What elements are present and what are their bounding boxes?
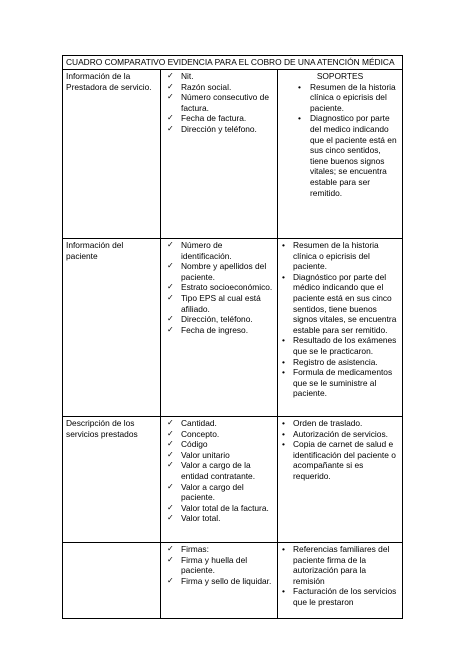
bullet-icon: • [282,428,285,439]
soportes-header: SOPORTES [316,71,364,81]
list-item [281,240,399,272]
list-item [164,460,274,481]
list-item [281,418,399,429]
list-item-text: Concepto. [181,428,220,439]
list-item [281,335,399,356]
list-item [281,272,399,336]
requirements-cell [161,239,278,417]
comparison-table [62,55,403,619]
list-item [281,367,399,399]
bullet-list [281,240,399,399]
list-item [164,513,274,524]
list-item-text: Número consecutivo de factura. [181,92,269,113]
list-item [164,71,274,82]
list-item [164,576,274,587]
list-item-text: Estrato socioeconómico. [181,282,273,293]
list-item-text: Dirección, teléfono. [181,314,253,325]
list-item-text: Número de identificación. [181,240,232,261]
bullet-icon: • [282,271,285,282]
bullet-list [281,418,399,482]
requirements-cell [161,543,278,619]
check-mark-icon: ✓ [167,502,174,512]
bullet-icon: • [282,544,285,554]
table-row [63,417,403,543]
list-item-text: Dirección y teléfono. [181,123,257,134]
list-item [164,482,274,503]
list-item-text: Facturación de los servicios que le prestaron [293,586,397,607]
check-mark-icon: ✓ [167,481,174,491]
requirements-cell [161,417,278,543]
list-item-text: Valor unitario [181,449,230,460]
list-item-text: Referencias familiares del paciente firma de la autorización para la remisión [293,544,390,586]
list-item [164,124,274,135]
list-item-text: Diagnóstico por parte del médico indicando que el paciente está en sus cinco sentidos, tiene buenos signos vitales, se encuentra estable para ser remitido. [293,271,397,335]
row-label: Información de la Prestadora de servicio. [63,70,161,239]
check-mark-icon: ✓ [167,449,174,459]
table-row [63,239,403,417]
check-mark-icon: ✓ [167,554,174,564]
check-mark-icon: ✓ [167,314,174,324]
check-mark-icon: ✓ [167,282,174,292]
list-item [281,429,399,440]
supports-cell [278,417,403,543]
check-mark-icon: ✓ [167,292,174,302]
row-label: Descripción de los servicios prestados [63,417,161,543]
list-item-text: Copia de carnet de salud e identificación del paciente o acompañante si es requerido. [293,439,396,481]
list-item [281,113,399,198]
check-list [164,71,274,135]
supports-cell [278,70,403,239]
list-item [164,293,274,314]
check-mark-icon: ✓ [167,513,174,523]
table-row [63,70,403,239]
list-item [164,282,274,293]
list-item [164,555,274,576]
table-row [63,543,403,619]
list-item-text: Fecha de factura. [181,113,247,124]
bullet-list [281,544,399,608]
list-item [164,325,274,336]
list-item-text: Valor a cargo del paciente. [181,481,244,503]
check-mark-icon: ✓ [167,575,174,585]
table-title: CUADRO COMPARATIVO EVIDENCIA PARA EL COBRO DE UNA ATENCIÓN MÉDICA [63,56,403,70]
bullet-icon: • [282,586,285,597]
list-item [281,586,399,607]
bullet-icon: • [298,81,301,92]
list-item [164,92,274,113]
list-item-text: Valor total de la factura. [181,502,269,513]
check-mark-icon: ✓ [167,123,174,133]
list-item-text: Nombre y apellidos del paciente. [181,261,267,282]
list-item [164,429,274,440]
check-mark-icon: ✓ [167,92,174,102]
list-item-text: Firma y huella del paciente. [181,554,248,576]
list-item-text: Resultado de los exámenes que se le practicaron. [293,335,397,356]
list-item-text: Tipo EPS al cual está afiliado. [181,292,261,314]
list-item-text: Resumen de la historia clínica o epicrisis del paciente. [310,81,396,113]
supports-cell [278,239,403,417]
list-item [164,82,274,93]
bullet-icon: • [298,113,301,124]
supports-cell [278,543,403,619]
requirements-cell [161,70,278,239]
bullet-icon: • [282,439,285,450]
list-item [281,544,399,586]
bullet-icon: • [282,335,285,346]
check-mark-icon: ✓ [167,81,174,91]
list-item-text: Razón social. [181,81,232,92]
row-label [63,543,161,619]
list-item [164,418,274,429]
list-item [164,113,274,124]
list-item [164,450,274,461]
check-mark-icon: ✓ [167,324,174,334]
check-mark-icon: ✓ [167,418,174,427]
list-item-text: Diagnostico por parte del medico indicando que el paciente está en sus cinco sentidos, tiene buenos signos vitales; se encuentra estable para ser remitido. [310,113,397,198]
list-item-text: Valor a cargo de la entidad contratante. [181,460,256,481]
list-item [164,261,274,282]
list-item-text: Autorización de servicios. [293,428,388,439]
list-item-text: Orden de traslado. [293,418,363,428]
list-item-text: Cantidad. [181,418,217,428]
list-item-text: Formula de medicamentos que se le suministre al paciente. [293,367,393,399]
list-item-text: Resumen de la historia clínica o epicrisis del paciente. [293,240,379,272]
check-mark-icon: ✓ [167,71,174,80]
list-item [164,503,274,514]
check-list [164,418,274,524]
check-mark-icon: ✓ [167,439,174,449]
check-mark-icon: ✓ [167,113,174,123]
bullet-list [281,82,399,199]
check-list [164,240,274,335]
check-mark-icon: ✓ [167,261,174,271]
check-mark-icon: ✓ [167,544,174,553]
list-item-text: Valor total. [181,513,221,524]
list-item-text: Registro de asistencia. [293,356,378,367]
list-item [164,314,274,325]
list-item [281,439,399,481]
bullet-icon: • [282,240,285,250]
table-title-row [63,56,403,70]
row-label: Información del paciente [63,239,161,417]
list-item-text: Código [181,439,208,450]
bullet-icon: • [282,356,285,367]
list-item-text: Firmas: [181,544,209,554]
list-item-text: Nit. [181,71,194,81]
list-item-text: Fecha de ingreso. [181,324,249,335]
bullet-icon: • [282,367,285,378]
list-item [164,439,274,450]
check-list [164,544,274,586]
list-item [164,240,274,261]
bullet-icon: • [282,418,285,428]
list-item-text: Firma y sello de liquidar. [181,575,272,586]
list-item [164,544,274,555]
list-item [281,82,399,114]
check-mark-icon: ✓ [167,428,174,438]
list-item [281,357,399,368]
check-mark-icon: ✓ [167,240,174,249]
check-mark-icon: ✓ [167,460,174,470]
